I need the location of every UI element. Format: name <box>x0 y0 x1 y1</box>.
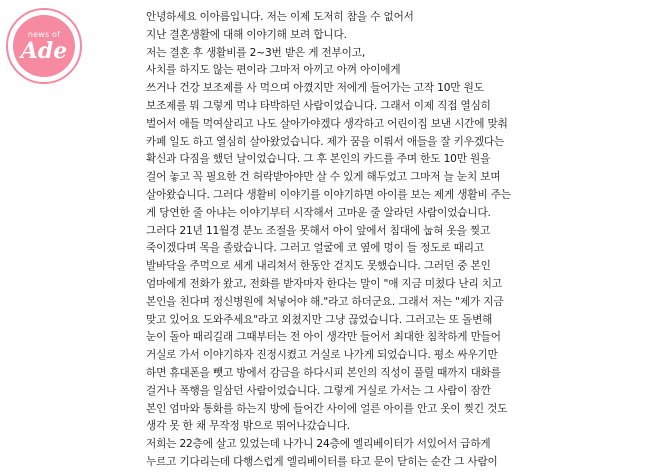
letter-line: 사치를 하지도 않는 편이라 그마저 아끼고 아껴 아이에게 <box>146 64 401 77</box>
letter-line: 본인을 친다며 정신병원에 처넣어야 해."라고 하더군요. 그래서 저는 "제가 지금 <box>146 295 504 308</box>
letter-line: 본인 엄마와 통화를 하는지 방에 들어간 사이에 얼른 아이를 안고 옷이 찢긴 것도 <box>146 402 508 415</box>
letter-line: 발바닥을 주먹으로 세게 내리쳐서 한동안 걷지도 못했습니다. 그러던 중 본인 <box>146 260 491 273</box>
letter-line: 엄마에게 전화가 왔고, 전화를 받자마자 한다는 말이 "애 지금 미쳤다 난리 치고 <box>146 277 502 290</box>
letter-line: 쓰거나 건강 보조제를 사 먹으며 아꼈지만 저에게 들어가는 고작 10만 원도 <box>146 82 484 95</box>
handwritten-letter <box>146 9 646 472</box>
letter-line: 생각 못 한 채 무작정 밖으로 뛰어나갔습니다. <box>146 420 351 433</box>
letter-line: 거실로 가서 이야기하자 진정시켰고 거실로 나가게 되었습니다. 평소 싸우기만 <box>146 349 498 362</box>
letter-line: 벌어서 애들 먹여살리고 나도 살아가야겠다 생각하고 어린이집 보낸 시간에 맞춰 <box>146 117 508 130</box>
letter-line: 그러다 21년 11월경 분노 조절을 못해서 아이 앞에서 침대에 눕혀 옷을 찢고 <box>146 224 491 237</box>
letter-line: 저희는 22층에 살고 있었는데 나가니 24층에 엘리베이터가 서있어서 급하게 <box>146 438 491 451</box>
logo-main-text: Ade <box>20 37 68 64</box>
letter-line: 살아왔습니다. 그러다 생활비 이야기를 이야기하면 아이를 보는 제게 생활비 주는 <box>146 188 511 201</box>
letter-line: 눈이 돌아 때리길래 그때부터는 전 아이 생각만 들어서 최대한 침착하게 만들어 <box>146 331 501 344</box>
logo-small-text: news of <box>27 29 61 39</box>
letter-line: 하면 휴대폰을 뺏고 방에서 감금을 하다시피 본인의 직성이 풀릴 때까지 대화를 <box>146 366 501 379</box>
letter-line: 죽이겠다며 목을 졸랐습니다. 그러고 얼굴에 코 옆에 멍이 들 정도로 때리고 <box>146 242 484 255</box>
letter-line: 보조제를 뭐 그렇게 먹냐 타박하던 사람이었습니다. 그래서 이제 직접 열심히 <box>146 99 491 112</box>
letter-line: 게 당연한 줄 아냐는 이야기부터 시작해서 고마운 줄 알라던 사람이었습니다. <box>146 206 491 219</box>
letter-line: 걸거나 폭행을 일삼던 사람이었습니다. 그렇게 거실로 가서는 그 사람이 잠깐 <box>146 384 491 397</box>
letter-line: 누르고 기다리는데 다행스럽게 엘리베이터를 타고 문이 닫히는 순간 그 사람이 <box>146 455 498 468</box>
letter-line: 맞고 있어요 도와주세요"라고 외쳤지만 그냥 끊었습니다. 그러고는 또 돌변해 <box>146 313 493 326</box>
letter-line: 안녕하세요 이아름입니다. 저는 이제 도저히 참을 수 없어서 <box>146 11 414 23</box>
ade-logo <box>6 8 82 84</box>
letter-line: 확신과 다짐을 했던 날이었습니다. 그 후 본인의 카드를 주며 한도 10만 원을 <box>146 153 491 166</box>
letter-line: 저는 결혼 후 생활비를 2~3번 받은 게 전부이고, <box>146 46 366 59</box>
letter-line: 지난 결혼생활에 대해 이야기해 보려 합니다. <box>146 28 347 41</box>
logo-badge <box>13 15 75 77</box>
letter-line: 걸어 놓고 꼭 필요한 건 허락받아야만 살 수 있게 해두었고 그마저 늘 눈치 보며 <box>146 171 501 184</box>
letter-line: 카페 일도 하고 열심히 살아왔었습니다. 제가 꿈을 이뤄서 애들을 잘 키우겠다는 <box>146 135 505 148</box>
